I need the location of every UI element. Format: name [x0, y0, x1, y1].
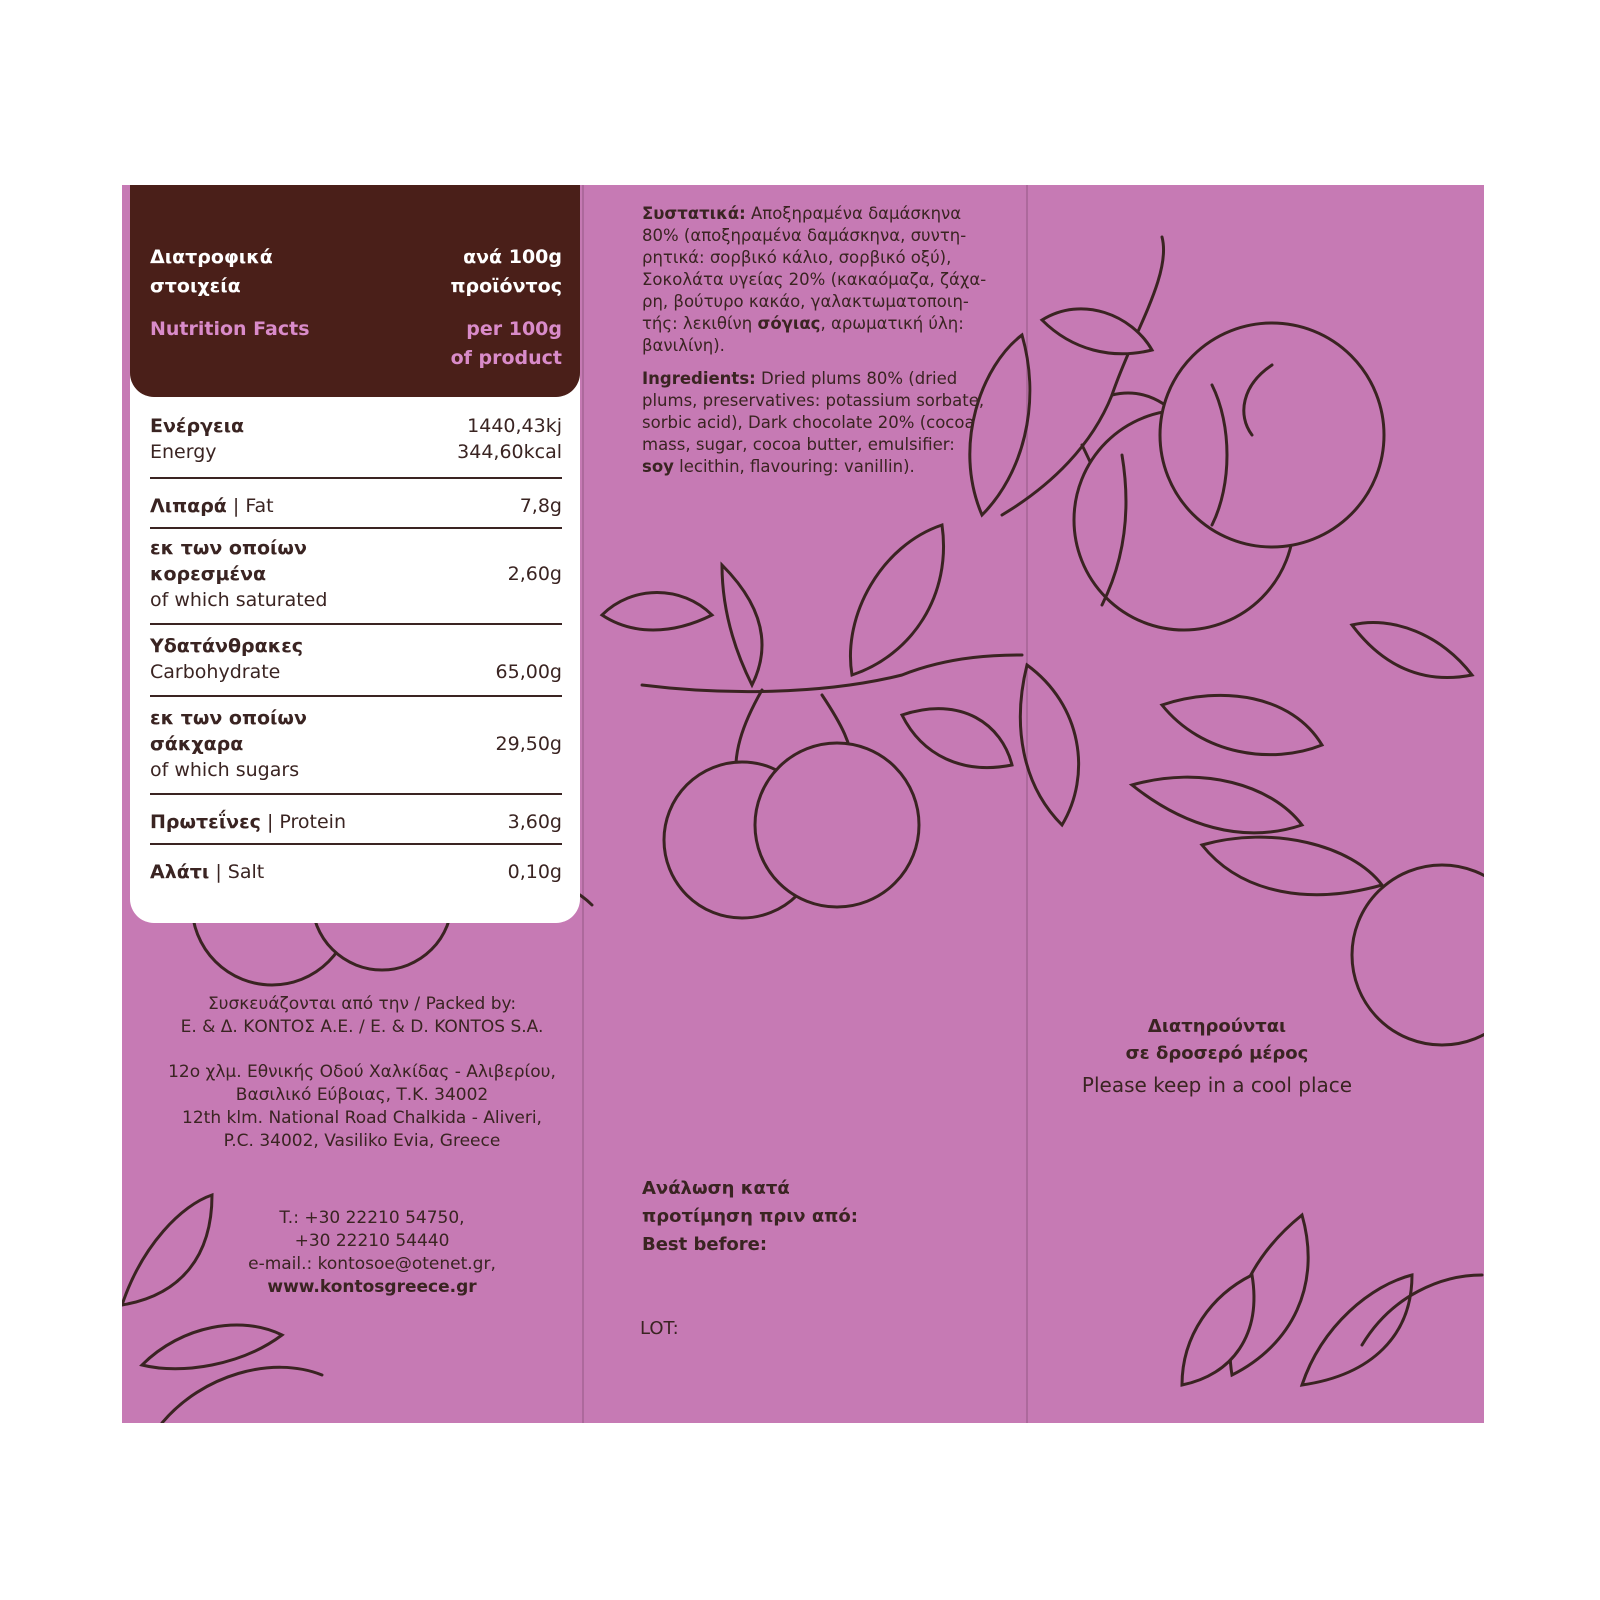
energy-kj: 1440,43kj — [467, 415, 562, 437]
ingredients-gr-line-1: Αποξηραμένα δαμάσκηνα — [745, 204, 962, 223]
energy-gr: Ενέργεια — [150, 415, 245, 437]
website: www.kontosgreece.gr — [267, 1277, 477, 1297]
storage-en: Please keep in a cool place — [1081, 1073, 1353, 1097]
protein-value: 3,60g — [507, 811, 562, 833]
salt-gr: Αλάτι — [150, 861, 210, 883]
sugars-value: 29,50g — [495, 733, 562, 755]
fat-value: 7,8g — [519, 495, 562, 517]
protein-gr: Πρωτεΐνες — [150, 811, 261, 833]
ingredients-gr-allergen: σόγιας — [757, 314, 821, 333]
packer-contact — [162, 1207, 582, 1299]
salt-en: Salt — [227, 861, 265, 883]
header-gr-1: Διατροφικά — [150, 246, 273, 268]
saturated-value: 2,60g — [507, 563, 562, 585]
protein-en: Protein — [279, 811, 346, 833]
ingredients-gr-line-2: 80% (αποξηραμένα δαμάσκηνα, συντη- — [642, 226, 967, 245]
row-carbohydrate — [150, 633, 562, 697]
nutrition-facts-table — [130, 185, 580, 923]
salt-sep: | — [209, 861, 228, 883]
protein-sep: | — [260, 811, 280, 833]
sugars-en: of which sugars — [150, 759, 300, 781]
best-before-gr-1: Ανάλωση κατά — [642, 1178, 790, 1199]
carbohydrate-gr: Υδατάνθρακες — [150, 635, 304, 657]
ingredients-en-line-3: sorbic acid), Dark chocolate 20% (cocoa — [642, 413, 975, 432]
energy-en: Energy — [150, 441, 217, 463]
ingredients-english — [642, 368, 1032, 478]
ingredients-en-line-1: Dried plums 80% (dried — [755, 369, 958, 388]
header-en: Nutrition Facts — [150, 318, 310, 340]
best-before-block — [642, 1175, 1022, 1259]
saturated-gr-1: εκ των οποίων — [150, 537, 307, 559]
ingredients-gr-line-4: Σοκολάτα υγείας 20% (κακαόμαζα, ζάχα- — [642, 270, 987, 289]
storage-instructions — [1022, 1013, 1412, 1103]
ingredients-gr-line-6a: τής: λεκιθίνη — [642, 314, 758, 333]
row-fat — [150, 487, 562, 529]
package-back-panel — [122, 185, 1484, 1423]
ingredients-gr-label: Συστατικά: — [642, 204, 746, 223]
storage-gr-1: Διατηρούνται — [1147, 1016, 1287, 1037]
row-saturated — [150, 535, 562, 625]
email: e-mail.: kontosoe@otenet.gr, — [248, 1254, 496, 1274]
row-sugars — [150, 705, 562, 795]
row-protein — [150, 803, 562, 845]
row-salt — [150, 853, 562, 893]
best-before-en: Best before: — [642, 1234, 768, 1255]
packer-line-2: Ε. & Δ. ΚΟΝΤΟΣ Α.Ε. / E. & D. KONTOS S.A. — [180, 1017, 544, 1037]
packer-address — [142, 1061, 582, 1153]
per-gr-1: ανά 100g — [463, 246, 562, 268]
ingredients-en-line-5: lecithin, flavouring: vanillin). — [673, 457, 915, 476]
ingredients-gr-line-5: ρη, βούτυρο κακάο, γαλακτωματοποιη- — [642, 292, 969, 311]
telephone-2: +30 22210 54440 — [294, 1231, 450, 1251]
ingredients-gr-line-6c: , αρωματική ύλη: — [820, 314, 964, 333]
carbohydrate-en: Carbohydrate — [150, 661, 281, 683]
packer-line-1: Συσκευάζονται από την / Packed by: — [207, 994, 517, 1014]
nutrition-header — [130, 185, 580, 397]
storage-gr-2: σε δροσερό μέρος — [1125, 1043, 1309, 1064]
per-en-2: of product — [450, 347, 562, 369]
address-line-3: 12th klm. National Road Chalkida - Aliveri, — [182, 1108, 542, 1128]
saturated-en: of which saturated — [150, 589, 328, 611]
per-en-1: per 100g — [466, 318, 562, 340]
saturated-gr-2: κορεσμένα — [150, 563, 267, 585]
packer-info — [142, 993, 582, 1039]
salt-value: 0,10g — [507, 861, 562, 883]
row-energy — [150, 413, 562, 479]
lot-label: LOT: — [640, 1318, 679, 1339]
address-line-2: Βασιλικό Εύβοιας, Τ.Κ. 34002 — [235, 1085, 489, 1105]
ingredients-en-allergen: soy — [642, 457, 674, 476]
ingredients-greek — [642, 203, 1022, 357]
sugars-gr-1: εκ των οποίων — [150, 707, 307, 729]
per-gr-2: προϊόντος — [450, 275, 562, 297]
fat-sep: | — [226, 495, 246, 517]
ingredients-en-label: Ingredients: — [642, 369, 756, 388]
fold-line-left — [582, 185, 584, 1423]
address-line-4: P.C. 34002, Vasiliko Evia, Greece — [223, 1131, 501, 1151]
energy-kcal: 344,60kcal — [457, 441, 562, 463]
sugars-gr-2: σάκχαρα — [150, 733, 244, 755]
fat-gr: Λιπαρά — [150, 495, 227, 517]
carbohydrate-value: 65,00g — [495, 661, 562, 683]
best-before-gr-2: προτίμηση πριν από: — [642, 1206, 858, 1227]
ingredients-en-line-2: plums, preservatives: potassium sorbate, — [642, 391, 985, 410]
fat-en: Fat — [245, 495, 274, 517]
telephone-1: T.: +30 22210 54750, — [279, 1208, 465, 1228]
header-gr-2: στοιχεία — [150, 275, 241, 297]
ingredients-gr-line-7: βανιλίνη). — [642, 336, 725, 355]
address-line-1: 12ο χλμ. Εθνικής Οδού Χαλκίδας - Αλιβερίου, — [168, 1062, 556, 1082]
ingredients-gr-line-3: ρητικά: σορβικό κάλιο, σορβικό οξύ), — [642, 248, 952, 267]
ingredients-en-line-4: mass, sugar, cocoa butter, emulsifier: — [642, 435, 955, 454]
